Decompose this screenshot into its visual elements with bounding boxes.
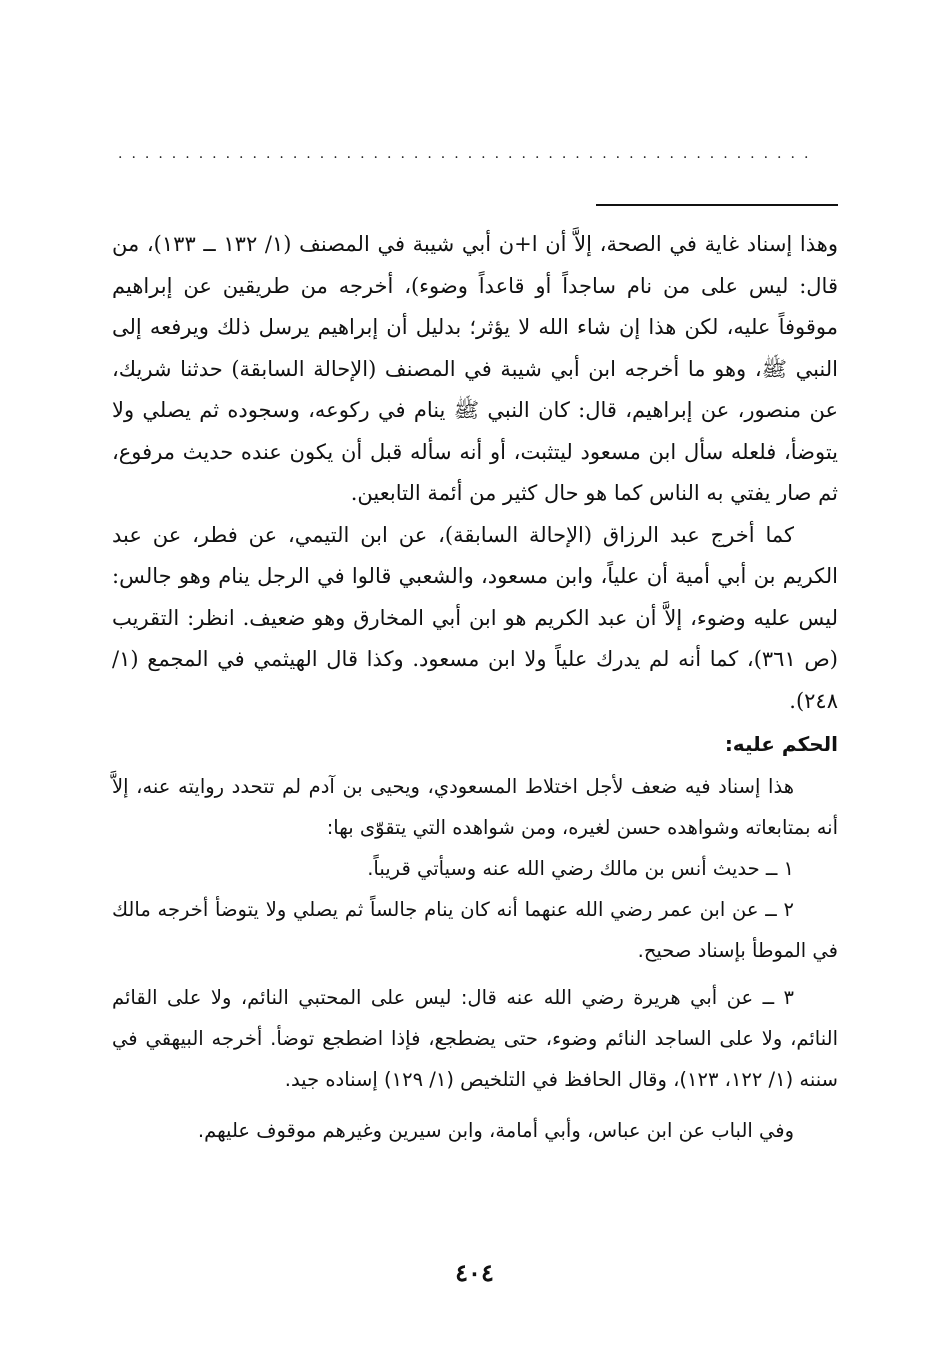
page-body [112,224,838,1151]
footnote-rule [596,204,838,206]
footnote-paragraph-isnad: وهذا إسناد غاية في الصحة، إلاَّ أن ا+ن أبي شيبة في المصنف (١/ ١٣٢ ــ ١٣٣)، من قال: ليس على من نام ساجداً أو قاعداً وضوء)، أخرجه من طريقين عن إبراهيم موقوفاً عليه، لكن هذا إن شاء الله لا يؤثر؛ بدليل أن إبراهيم يرسل ذلك ويرفعه إلى النبي ﷺ، وهو ما أخرجه ابن أبي شيبة في المصنف (الإحالة السابقة) حدثنا شريك، عن منصور، عن إبراهيم، قال: كان النبي ﷺ ينام في ركوعه، وسجوده ثم يصلي ولا يتوضأ، فلعله سأل ابن مسعود ليتثبت، أو أنه سأله قبل أن يكون عنده حديث مرفوع، ثم صار يفتي به الناس كما هو حال كثير من أئمة التابعين. [112,232,838,505]
closing-paragraph: وفي الباب عن ابن عباس، وأبي أمامة، وابن سيرين وغيرهم موقوف عليهم. [197,1118,794,1142]
evidence-item-2: ٢ ــ عن ابن عمر رضي الله عنهما أنه كان ينام جالساً ثم يصلي ولا يتوضأ أخرجه مالك في الموطأ بإسناد صحيح. [112,897,838,962]
evidence-item-3: ٣ ــ عن أبي هريرة رضي الله عنه قال: ليس على المحتبي النائم، ولا على القائم النائم، ولا على الساجد النائم وضوء، حتى يضطجع، فإذا اضطجع توضأ. أخرجه البيهقي في سننه (١/ ١٢٢، ١٢٣)، وقال الحافظ في التلخيص (١/ ١٢٩) إسناده جيد. [112,985,838,1091]
dotted-separator: .................................................... [118,148,818,160]
ruling-paragraph: هذا إسناد فيه ضعف لأجل اختلاط المسعودي، ويحيى بن آدم لم تتحدد روايته عنه، إلاَّ أنه بمتابعاته وشواهده حسن لغيره، ومن شواهده التي يتقوّى بها: [112,774,838,839]
evidence-item-1: ١ ــ حديث أنس بن مالك رضي الله عنه وسيأتي قريباً. [367,856,794,880]
ruling-heading: الحكم عليه: [724,732,838,756]
page-number: ٤٠٤ [455,1258,494,1287]
footnote-paragraph-abdulrazzaq: كما أخرج عبد الرزاق (الإحالة السابقة)، عن ابن التيمي، عن فطر، عن عبد الكريم بن أبي أمية أن علياً، وابن مسعود، والشعبي قالوا في الرجل ينام وهو جالس: ليس عليه وضوء، إلاَّ أن عبد الكريم هو ابن أبي المخارق وهو ضعيف. انظر: التقريب (ص ٣٦١)، كما أنه لم يدرك علياً ولا ابن مسعود. وكذا قال الهيثمي في المجمع (١/ ٢٤٨). [112,522,838,713]
